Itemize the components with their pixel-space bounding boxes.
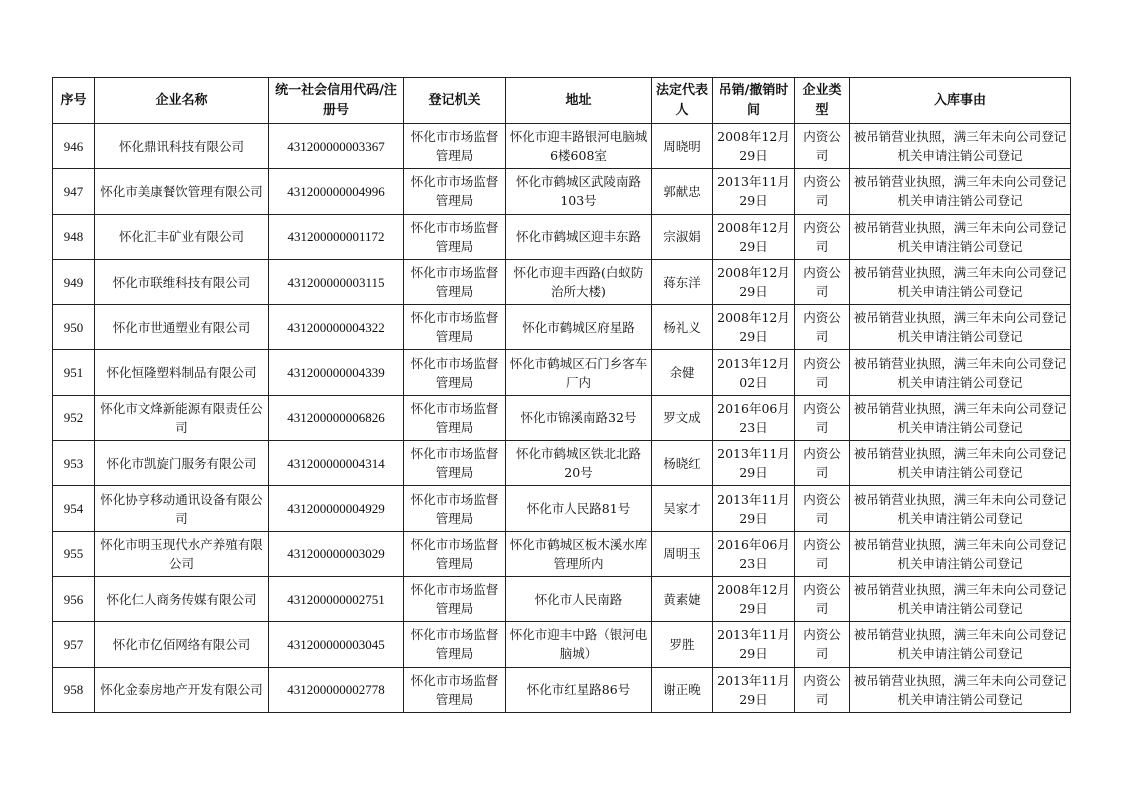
cell-credit-code: 431200000004339 <box>269 350 404 395</box>
cell-index: 950 <box>53 305 95 350</box>
cell-address: 怀化市鹤城区铁北北路20号 <box>506 441 652 486</box>
cell-reason: 被吊销营业执照，满三年未向公司登记机关申请注销公司登记 <box>850 169 1071 214</box>
cell-company-type: 内资公司 <box>795 169 850 214</box>
table-row <box>53 486 1071 531</box>
cell-company-type: 内资公司 <box>795 486 850 531</box>
cell-credit-code: 431200000002778 <box>269 667 404 712</box>
cell-legal-representative: 罗文成 <box>652 395 713 440</box>
cell-company-type: 内资公司 <box>795 259 850 304</box>
cell-company-type: 内资公司 <box>795 305 850 350</box>
cell-company-name: 怀化恒隆塑料制品有限公司 <box>95 350 269 395</box>
cell-address: 怀化市鹤城区武陵南路103号 <box>506 169 652 214</box>
cell-company-name: 怀化市明玉现代水产养殖有限公司 <box>95 531 269 576</box>
cell-company-name: 怀化协亨移动通讯设备有限公司 <box>95 486 269 531</box>
cell-address: 怀化市锦溪南路32号 <box>506 395 652 440</box>
cell-legal-representative: 周晓明 <box>652 124 713 169</box>
col-header-credit-code: 统一社会信用代码/注册号 <box>269 78 404 124</box>
cell-reason: 被吊销营业执照，满三年未向公司登记机关申请注销公司登记 <box>850 214 1071 259</box>
cell-credit-code: 431200000004929 <box>269 486 404 531</box>
cell-index: 946 <box>53 124 95 169</box>
cell-company-name: 怀化市世通塑业有限公司 <box>95 305 269 350</box>
cell-address: 怀化市鹤城区石门乡客车厂内 <box>506 350 652 395</box>
col-header-company-name: 企业名称 <box>95 78 269 124</box>
cell-company-type: 内资公司 <box>795 124 850 169</box>
header-row <box>53 78 1071 124</box>
cell-registration-authority: 怀化市市场监督管理局 <box>404 667 506 712</box>
table-row <box>53 169 1071 214</box>
cell-company-type: 内资公司 <box>795 214 850 259</box>
cell-registration-authority: 怀化市市场监督管理局 <box>404 576 506 621</box>
cell-company-type: 内资公司 <box>795 395 850 440</box>
cell-reason: 被吊销营业执照，满三年未向公司登记机关申请注销公司登记 <box>850 531 1071 576</box>
cell-company-type: 内资公司 <box>795 576 850 621</box>
cell-credit-code: 431200000002751 <box>269 576 404 621</box>
cell-index: 951 <box>53 350 95 395</box>
col-header-reason: 入库事由 <box>850 78 1071 124</box>
cell-registration-authority: 怀化市市场监督管理局 <box>404 395 506 440</box>
table-row <box>53 350 1071 395</box>
cell-reason: 被吊销营业执照，满三年未向公司登记机关申请注销公司登记 <box>850 350 1071 395</box>
cell-company-name: 怀化市文烽新能源有限责任公司 <box>95 395 269 440</box>
cell-credit-code: 431200000001172 <box>269 214 404 259</box>
table-row <box>53 531 1071 576</box>
cell-registration-authority: 怀化市市场监督管理局 <box>404 169 506 214</box>
cell-reason: 被吊销营业执照，满三年未向公司登记机关申请注销公司登记 <box>850 622 1071 667</box>
col-header-address: 地址 <box>506 78 652 124</box>
cell-address: 怀化市鹤城区府星路 <box>506 305 652 350</box>
cell-credit-code: 431200000004314 <box>269 441 404 486</box>
cell-credit-code: 431200000004322 <box>269 305 404 350</box>
cell-revocation-date: 2008年12月29日 <box>713 124 795 169</box>
cell-company-type: 内资公司 <box>795 531 850 576</box>
table-body <box>53 124 1071 713</box>
cell-company-type: 内资公司 <box>795 622 850 667</box>
col-header-company-type: 企业类型 <box>795 78 850 124</box>
col-header-revocation-date: 吊销/撤销时间 <box>713 78 795 124</box>
cell-revocation-date: 2008年12月29日 <box>713 305 795 350</box>
cell-registration-authority: 怀化市市场监督管理局 <box>404 441 506 486</box>
cell-company-name: 怀化市美康餐饮管理有限公司 <box>95 169 269 214</box>
cell-legal-representative: 黄素婕 <box>652 576 713 621</box>
cell-reason: 被吊销营业执照，满三年未向公司登记机关申请注销公司登记 <box>850 667 1071 712</box>
cell-reason: 被吊销营业执照，满三年未向公司登记机关申请注销公司登记 <box>850 395 1071 440</box>
cell-index: 958 <box>53 667 95 712</box>
cell-revocation-date: 2008年12月29日 <box>713 214 795 259</box>
cell-legal-representative: 谢正晚 <box>652 667 713 712</box>
cell-credit-code: 431200000004996 <box>269 169 404 214</box>
col-header-registration-authority: 登记机关 <box>404 78 506 124</box>
table-row <box>53 395 1071 440</box>
cell-revocation-date: 2008年12月29日 <box>713 576 795 621</box>
cell-credit-code: 431200000003045 <box>269 622 404 667</box>
col-header-legal-representative: 法定代表人 <box>652 78 713 124</box>
cell-credit-code: 431200000006826 <box>269 395 404 440</box>
cell-index: 952 <box>53 395 95 440</box>
cell-registration-authority: 怀化市市场监督管理局 <box>404 531 506 576</box>
cell-credit-code: 431200000003115 <box>269 259 404 304</box>
cell-reason: 被吊销营业执照，满三年未向公司登记机关申请注销公司登记 <box>850 576 1071 621</box>
cell-address: 怀化市鹤城区板木溪水库管理所内 <box>506 531 652 576</box>
table-row <box>53 667 1071 712</box>
cell-registration-authority: 怀化市市场监督管理局 <box>404 259 506 304</box>
cell-address: 怀化市红星路86号 <box>506 667 652 712</box>
cell-company-name: 怀化金泰房地产开发有限公司 <box>95 667 269 712</box>
cell-legal-representative: 余健 <box>652 350 713 395</box>
cell-registration-authority: 怀化市市场监督管理局 <box>404 622 506 667</box>
cell-legal-representative: 周明玉 <box>652 531 713 576</box>
table-row <box>53 441 1071 486</box>
cell-address: 怀化市迎丰中路（银河电脑城） <box>506 622 652 667</box>
cell-revocation-date: 2016年06月23日 <box>713 395 795 440</box>
cell-company-name: 怀化汇丰矿业有限公司 <box>95 214 269 259</box>
cell-legal-representative: 宗淑娟 <box>652 214 713 259</box>
cell-registration-authority: 怀化市市场监督管理局 <box>404 305 506 350</box>
cell-legal-representative: 郭献忠 <box>652 169 713 214</box>
table-row <box>53 305 1071 350</box>
table-row <box>53 259 1071 304</box>
cell-legal-representative: 杨礼义 <box>652 305 713 350</box>
cell-legal-representative: 杨晓红 <box>652 441 713 486</box>
table-row <box>53 622 1071 667</box>
table-row <box>53 576 1071 621</box>
cell-address: 怀化市人民路81号 <box>506 486 652 531</box>
cell-address: 怀化市人民南路 <box>506 576 652 621</box>
cell-revocation-date: 2013年11月29日 <box>713 486 795 531</box>
cell-registration-authority: 怀化市市场监督管理局 <box>404 350 506 395</box>
cell-revocation-date: 2013年12月02日 <box>713 350 795 395</box>
cell-index: 949 <box>53 259 95 304</box>
cell-credit-code: 431200000003029 <box>269 531 404 576</box>
table-row <box>53 124 1071 169</box>
cell-address: 怀化市迎丰路银河电脑城6楼608室 <box>506 124 652 169</box>
cell-company-type: 内资公司 <box>795 667 850 712</box>
cell-reason: 被吊销营业执照，满三年未向公司登记机关申请注销公司登记 <box>850 124 1071 169</box>
cell-index: 957 <box>53 622 95 667</box>
col-header-index: 序号 <box>53 78 95 124</box>
cell-reason: 被吊销营业执照，满三年未向公司登记机关申请注销公司登记 <box>850 441 1071 486</box>
cell-revocation-date: 2013年11月29日 <box>713 169 795 214</box>
cell-credit-code: 431200000003367 <box>269 124 404 169</box>
cell-index: 954 <box>53 486 95 531</box>
cell-index: 956 <box>53 576 95 621</box>
cell-reason: 被吊销营业执照，满三年未向公司登记机关申请注销公司登记 <box>850 259 1071 304</box>
cell-company-name: 怀化市凯旋门服务有限公司 <box>95 441 269 486</box>
cell-company-type: 内资公司 <box>795 441 850 486</box>
cell-reason: 被吊销营业执照，满三年未向公司登记机关申请注销公司登记 <box>850 305 1071 350</box>
cell-revocation-date: 2016年06月23日 <box>713 531 795 576</box>
cell-revocation-date: 2013年11月29日 <box>713 441 795 486</box>
cell-revocation-date: 2013年11月29日 <box>713 667 795 712</box>
cell-revocation-date: 2008年12月29日 <box>713 259 795 304</box>
cell-index: 953 <box>53 441 95 486</box>
cell-registration-authority: 怀化市市场监督管理局 <box>404 486 506 531</box>
cell-company-name: 怀化鼎讯科技有限公司 <box>95 124 269 169</box>
cell-index: 947 <box>53 169 95 214</box>
cell-index: 955 <box>53 531 95 576</box>
enterprise-table <box>52 77 1071 713</box>
cell-address: 怀化市迎丰西路(白蚁防治所大楼) <box>506 259 652 304</box>
cell-legal-representative: 罗胜 <box>652 622 713 667</box>
table-row <box>53 214 1071 259</box>
cell-legal-representative: 蒋东洋 <box>652 259 713 304</box>
cell-company-name: 怀化市亿佰网络有限公司 <box>95 622 269 667</box>
cell-company-name: 怀化仁人商务传媒有限公司 <box>95 576 269 621</box>
cell-reason: 被吊销营业执照，满三年未向公司登记机关申请注销公司登记 <box>850 486 1071 531</box>
cell-legal-representative: 吴家才 <box>652 486 713 531</box>
cell-index: 948 <box>53 214 95 259</box>
cell-registration-authority: 怀化市市场监督管理局 <box>404 214 506 259</box>
cell-company-name: 怀化市联维科技有限公司 <box>95 259 269 304</box>
cell-revocation-date: 2013年11月29日 <box>713 622 795 667</box>
cell-address: 怀化市鹤城区迎丰东路 <box>506 214 652 259</box>
cell-company-type: 内资公司 <box>795 350 850 395</box>
cell-registration-authority: 怀化市市场监督管理局 <box>404 124 506 169</box>
